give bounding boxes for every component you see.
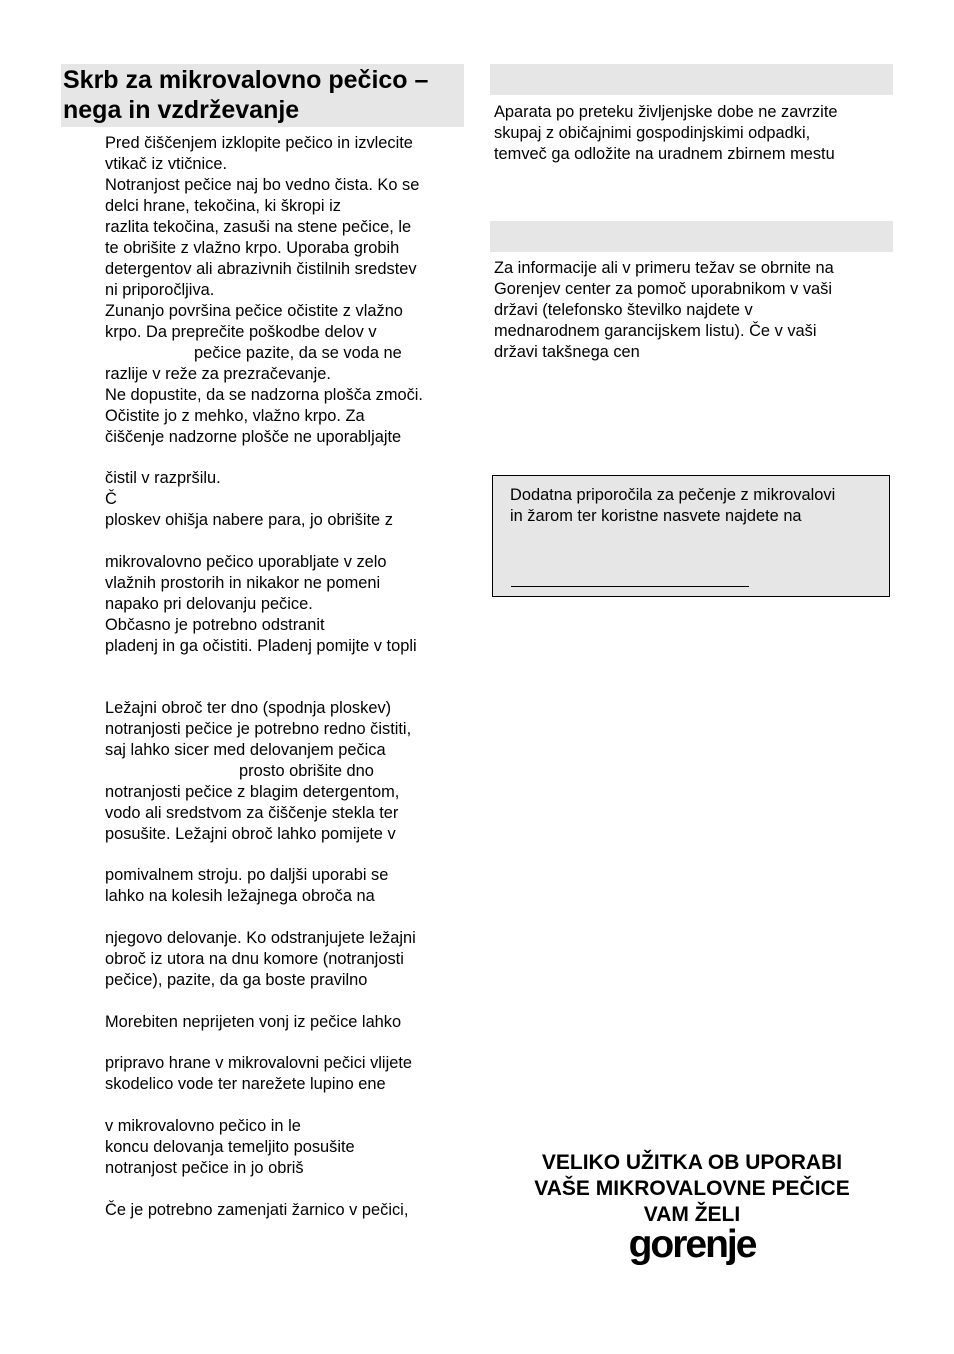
gorenje-logo: gorenje <box>628 1223 756 1266</box>
farewell-message <box>492 1150 892 1228</box>
care-text-line: obroč iz utora na dnu komore (notranjosti <box>105 950 404 968</box>
notice-line: Dodatna priporočila za pečenje z mikrovalovi <box>510 486 836 504</box>
care-text-line: Očistite jo z mehko, vlažno krpo. Za <box>105 407 365 425</box>
service-line: Gorenjev center za pomoč uporabnikom v vaši <box>494 280 832 298</box>
care-text-line: napako pri delovanju pečice. <box>105 595 313 613</box>
care-text-line: pladenj in ga očistiti. Pladenj pomijte v topli <box>105 637 417 655</box>
section-title: Skrb za mikrovalovno pečico – nega in vzdrževanje <box>63 66 429 124</box>
care-text-line: posušite. Ležajni obroč lahko pomijete v <box>105 825 396 843</box>
disposal-heading-bar <box>490 64 893 95</box>
care-text-line: Notranjost pečice naj bo vedno čista. Ko se <box>105 176 420 194</box>
care-text-line: delci hrane, tekočina, ki škropi iz <box>105 197 341 215</box>
care-text-line: detergentov ali abrazivnih čistilnih sredstev <box>105 260 417 278</box>
care-text-line: pripravo hrane v mikrovalovni pečici vlijete <box>105 1054 412 1072</box>
care-text-line: čiščenje nadzorne plošče ne uporabljajte <box>105 428 402 446</box>
care-text-line: skodelico vode ter narežete lupino ene <box>105 1075 386 1093</box>
link-underline <box>511 586 749 587</box>
care-text-line: njegovo delovanje. Ko odstranjujete ležajni <box>105 929 416 947</box>
disposal-line: Aparata po preteku življenjske dobe ne zavrzite <box>494 103 838 121</box>
care-text-line: Občasno je potrebno odstranit <box>105 616 325 634</box>
notice-line: in žarom ter koristne nasvete najdete na <box>510 507 802 525</box>
care-text-line: Ležajni obroč ter dno (spodnja ploskev) <box>105 699 392 717</box>
care-text-line: razlita tekočina, zasuši na stene pečice, le <box>105 218 412 236</box>
care-text-line: vtikač iz vtičnice. <box>105 155 228 173</box>
recommendations-notice-box <box>492 475 890 597</box>
disposal-line: temveč ga odložite na uradnem zbirnem mestu <box>494 145 835 163</box>
care-text-line: notranjosti pečice z blagim detergentom, <box>105 783 400 801</box>
farewell-line: VAŠE MIKROVALOVNE PEČICE <box>534 1177 850 1200</box>
farewell-line: VELIKO UŽITKA OB UPORABI <box>541 1151 843 1174</box>
care-text-line: pomivalnem stroju. po daljši uporabi se <box>105 866 389 884</box>
care-text-line: notranjosti pečice je potrebno redno čistiti, <box>105 720 412 738</box>
service-line: državi (telefonsko številko najdete v <box>494 301 753 319</box>
service-heading-bar <box>490 221 893 252</box>
care-text-line: Zunanjo površina pečice očistite z vlažno <box>105 302 403 320</box>
care-text-line: Ne dopustite, da se nadzorna plošča zmoči. <box>105 386 423 404</box>
care-text-line: pečice), pazite, da ga boste pravilno <box>105 971 368 989</box>
care-text-line: Morebiten neprijeten vonj iz pečice lahko <box>105 1013 402 1031</box>
section-heading-box <box>61 64 464 127</box>
disposal-line: skupaj z običajnimi gospodinjskimi odpadki, <box>494 124 811 142</box>
care-text-line: mikrovalovno pečico uporabljate v zelo <box>105 553 387 571</box>
service-line: Za informacije ali v primeru težav se obrnite na <box>494 259 834 277</box>
care-text-line: v mikrovalovno pečico in le <box>105 1117 301 1135</box>
care-text-line: prosto obrišite dno <box>239 762 374 780</box>
care-text-line: čistil v razpršilu. <box>105 469 221 487</box>
care-text-line: te obrišite z vlažno krpo. Uporaba grobih <box>105 239 400 257</box>
care-text-line: krpo. Da preprečite poškodbe delov v <box>105 323 377 341</box>
care-text-line: vlažnih prostorih in nikakor ne pomeni <box>105 574 381 592</box>
care-text-line: ni priporočljiva. <box>105 281 215 299</box>
care-text-line: razlije v reže za prezračevanje. <box>105 365 331 383</box>
care-text-line: lahko na kolesih ležajnega obroča na <box>105 887 375 905</box>
care-text-line: Pred čiščenjem izklopite pečico in izvlecite <box>105 134 413 152</box>
service-line: mednarodnem garancijskem listu). Če v vaši <box>494 322 817 340</box>
care-text-line: saj lahko sicer med delovanjem pečica <box>105 741 386 759</box>
care-text-line: ploskev ohišja nabere para, jo obrišite z <box>105 511 393 529</box>
service-line: državi takšnega cen <box>494 343 640 361</box>
care-text-line: notranjost pečice in jo obriš <box>105 1159 304 1177</box>
care-text-line: koncu delovanja temeljito posušite <box>105 1138 355 1156</box>
care-text-line: Če je potrebno zamenjati žarnico v pečici, <box>105 1201 409 1219</box>
care-text-line: Č <box>105 490 117 508</box>
farewell-line: VAM ŽELI <box>643 1203 741 1226</box>
care-text-line: vodo ali sredstvom za čiščenje stekla ter <box>105 804 399 822</box>
care-text-line: pečice pazite, da se voda ne <box>194 344 402 362</box>
